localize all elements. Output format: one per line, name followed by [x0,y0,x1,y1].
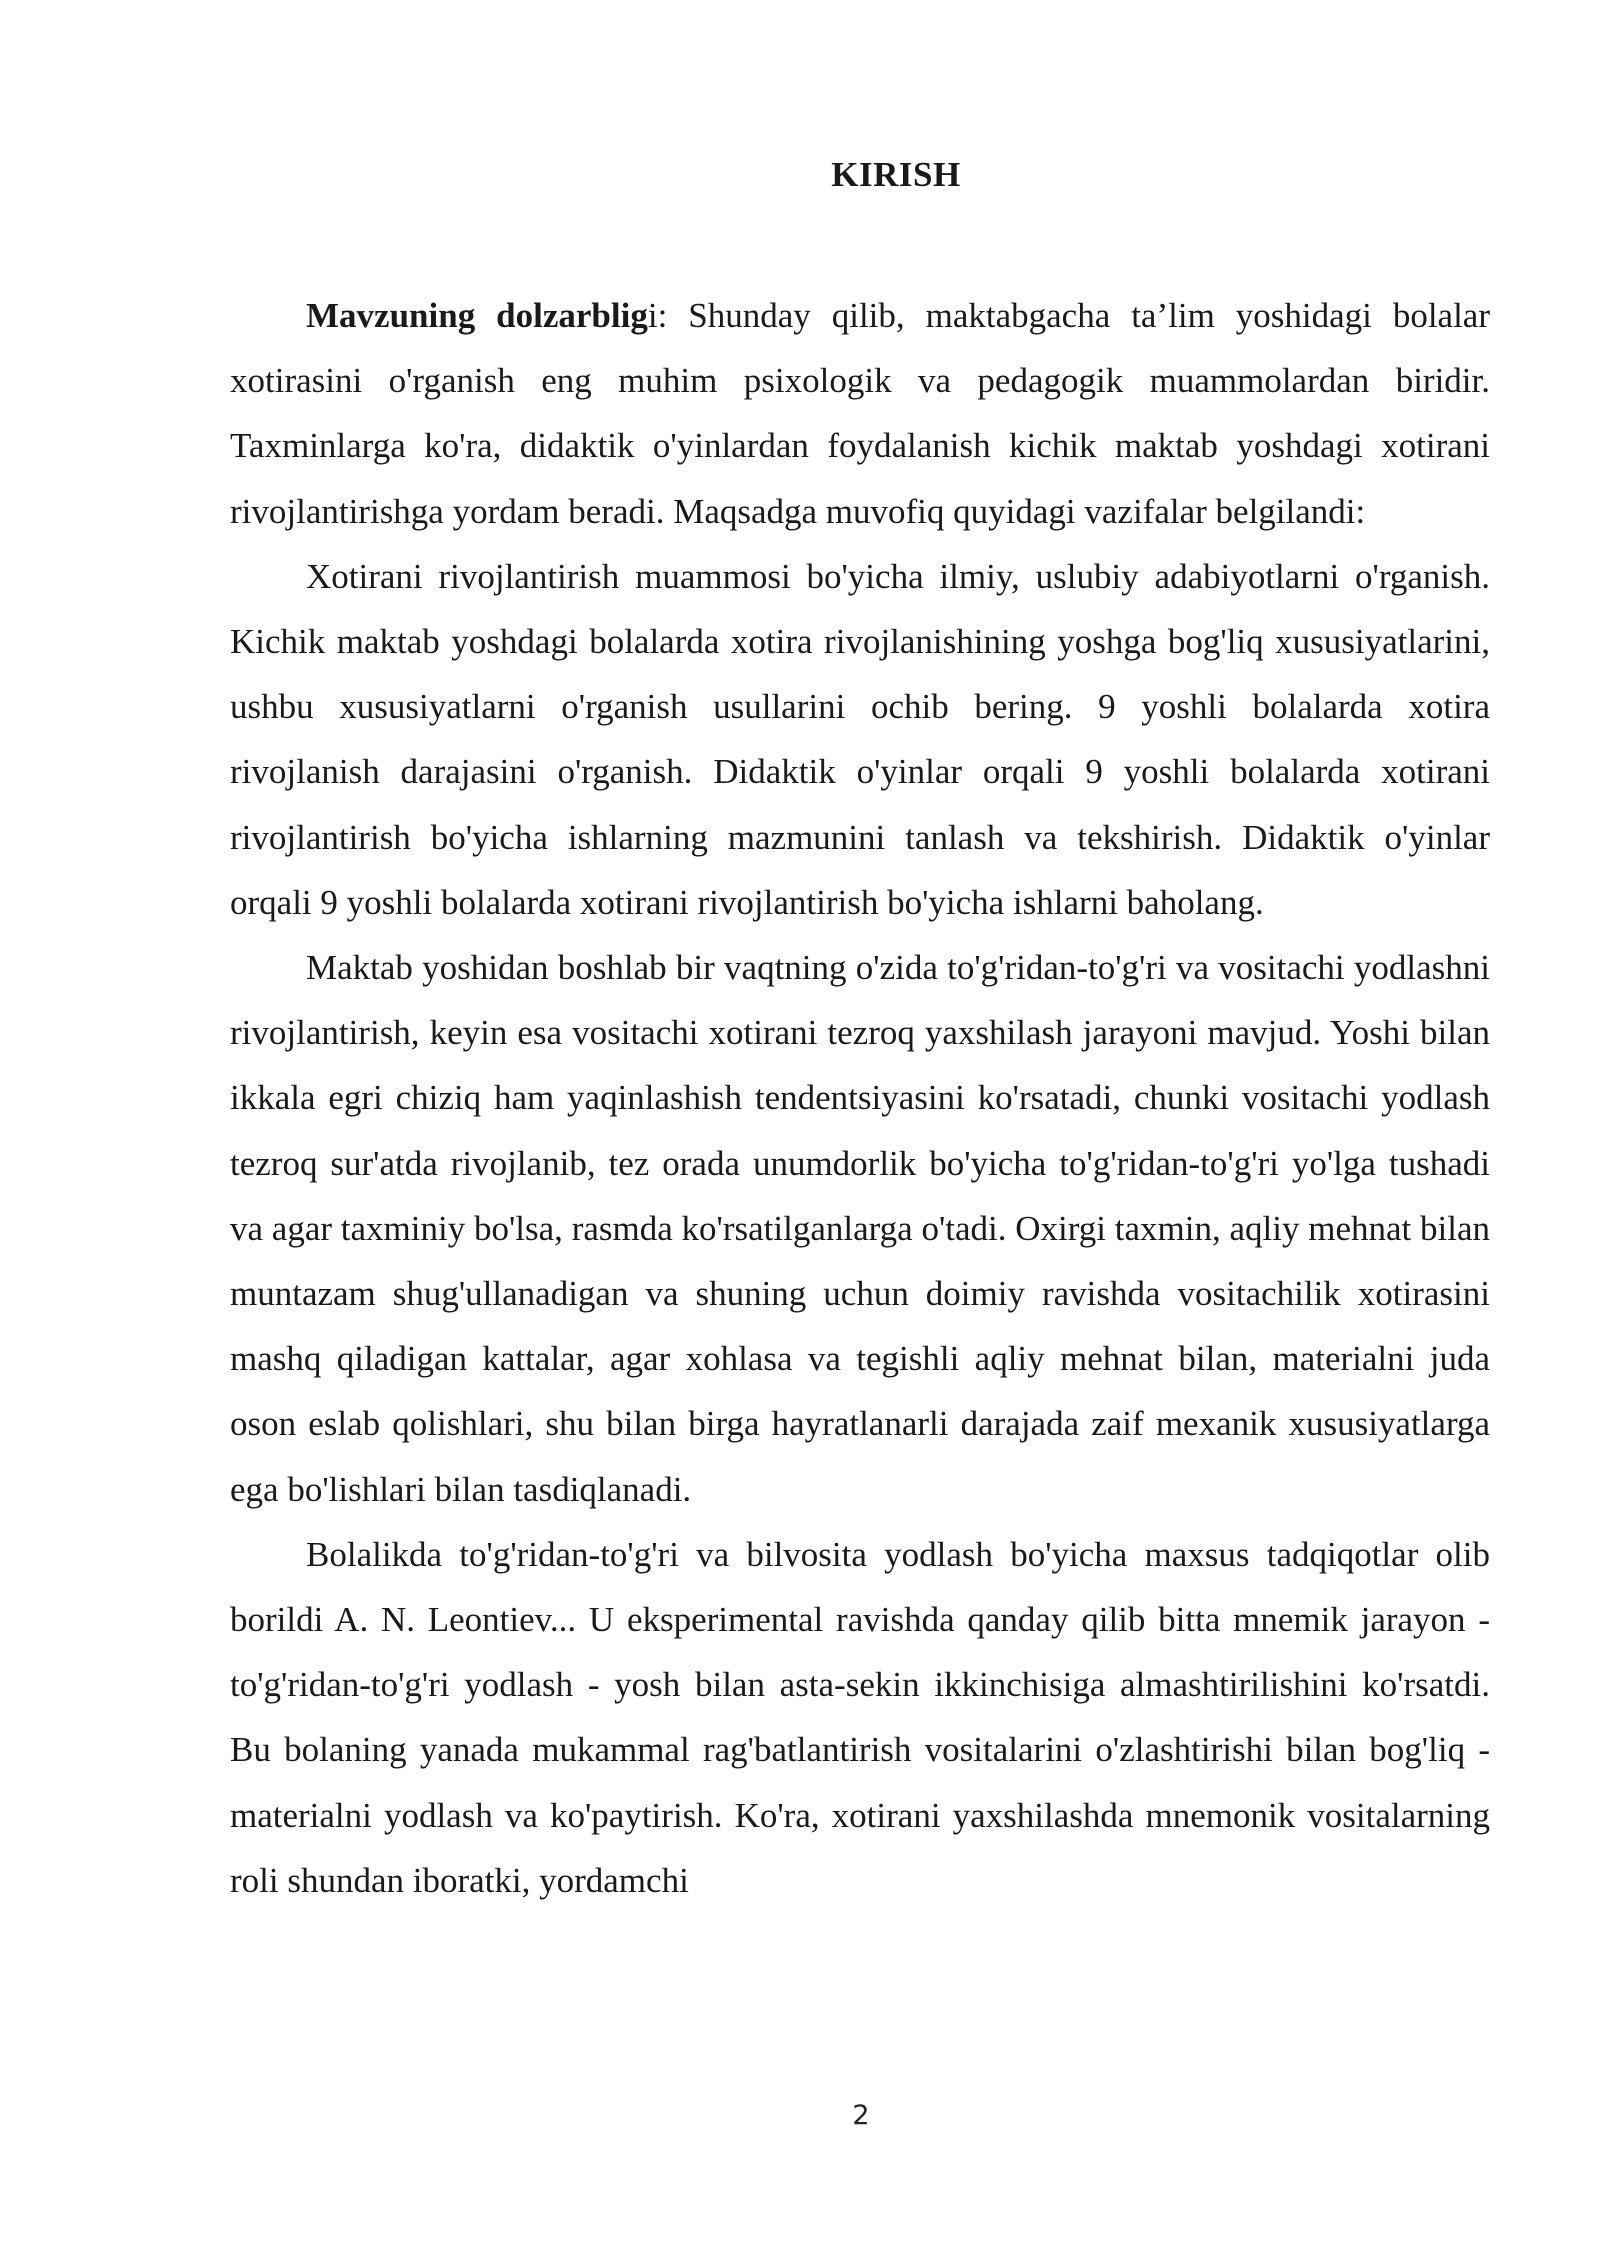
paragraph-text: i: Shunday qilib, maktabgacha ta’lim yoshidagi bolalar xotirasini o'rganish eng muhim psixologik va pedagogik muammolardan biridir. Taxminlarga ko'ra, didaktik o'yinlardan foydalanish kichik maktab yoshdagi xotirani rivojlantirishga yordam beradi. Maqsadga muvofiq quyidagi vazifalar belgilandi: [230,296,1490,531]
body-text [230,283,1490,1913]
paragraph-text: Maktab yoshidan boshlab bir vaqtning o'zida to'g'ridan-to'g'ri va vositachi yodlashni rivojlantirish, keyin esa vositachi xotirani tezroq yaxshilash jarayoni mavjud. Yoshi bilan ikkala egri chiziq ham yaqinlashish tendentsiyasini ko'rsatadi, chunki vositachi yodlash tezroq sur'atda rivojlanib, tez orada unumdorlik bo'yicha to'g'ridan-to'g'ri yo'lga tushadi va agar taxminiy bo'lsa, rasmda ko'rsatilganlarga o'tadi. Oxirgi taxmin, aqliy mehnat bilan muntazam shug'ullanadigan va shuning uchun doimiy ravishda vositachilik xotirasini mashq qiladigan kattalar, agar xohlasa va tegishli aqliy mehnat bilan, materialni juda oson eslab qolishlari, shu bilan birga hayratlanarli darajada zaif mexanik xususiyatlarga ega bo'lishlari bilan tasdiqlanadi. [230,948,1490,1509]
paragraph-text: Xotirani rivojlantirish muammosi bo'yicha ilmiy, uslubiy adabiyotlarni o'rganish. Kichik maktab yoshdagi bolalarda xotira rivojlanishining yoshga bog'liq xususiyatlarini, ushbu xususiyatlarni o'rganish usullarini ochib bering. 9 yoshli bolalarda xotira rivojlanish darajasini o'rganish. Didaktik o'yinlar orqali 9 yoshli bolalarda xotirani rivojlantirish bo'yicha ishlarning mazmunini tanlash va tekshirish. Didaktik o'yinlar orqali 9 yoshli bolalarda xotirani rivojlantirish bo'yicha ishlarni baholang. [230,556,1490,922]
paragraph-text: Bolalikda to'g'ridan-to'g'ri va bilvosita yodlash bo'yicha maxsus tadqiqotlar olib borildi A. N. Leontiev... U eksperimental ravishda qanday qilib bitta mnemik jarayon - to'g'ridan-to'g'ri yodlash - yosh bilan asta-sekin ikkinchisiga almashtirilishini ko'rsatdi. Bu bolaning yanada mukammal rag'batlantirish vositalarini o'zlashtirishi bilan bog'liq - materialni yodlash va ko'paytirish. Ko'ra, xotirani yaxshilashda mnemonik vositalarning roli shundan iboratki, yordamchi [230,1534,1490,1900]
paragraph-mediated-memory [230,935,1490,1522]
page-number: 2 [852,2100,870,2131]
paragraph-relevance [230,283,1490,544]
section-heading-text: KIRISH [831,155,961,194]
paragraph-leontiev [230,1522,1490,1913]
paragraph-tasks [230,544,1490,935]
section-heading [0,151,1600,199]
paragraph-lead-bold: Mavzuning dolzarblig [306,296,648,335]
